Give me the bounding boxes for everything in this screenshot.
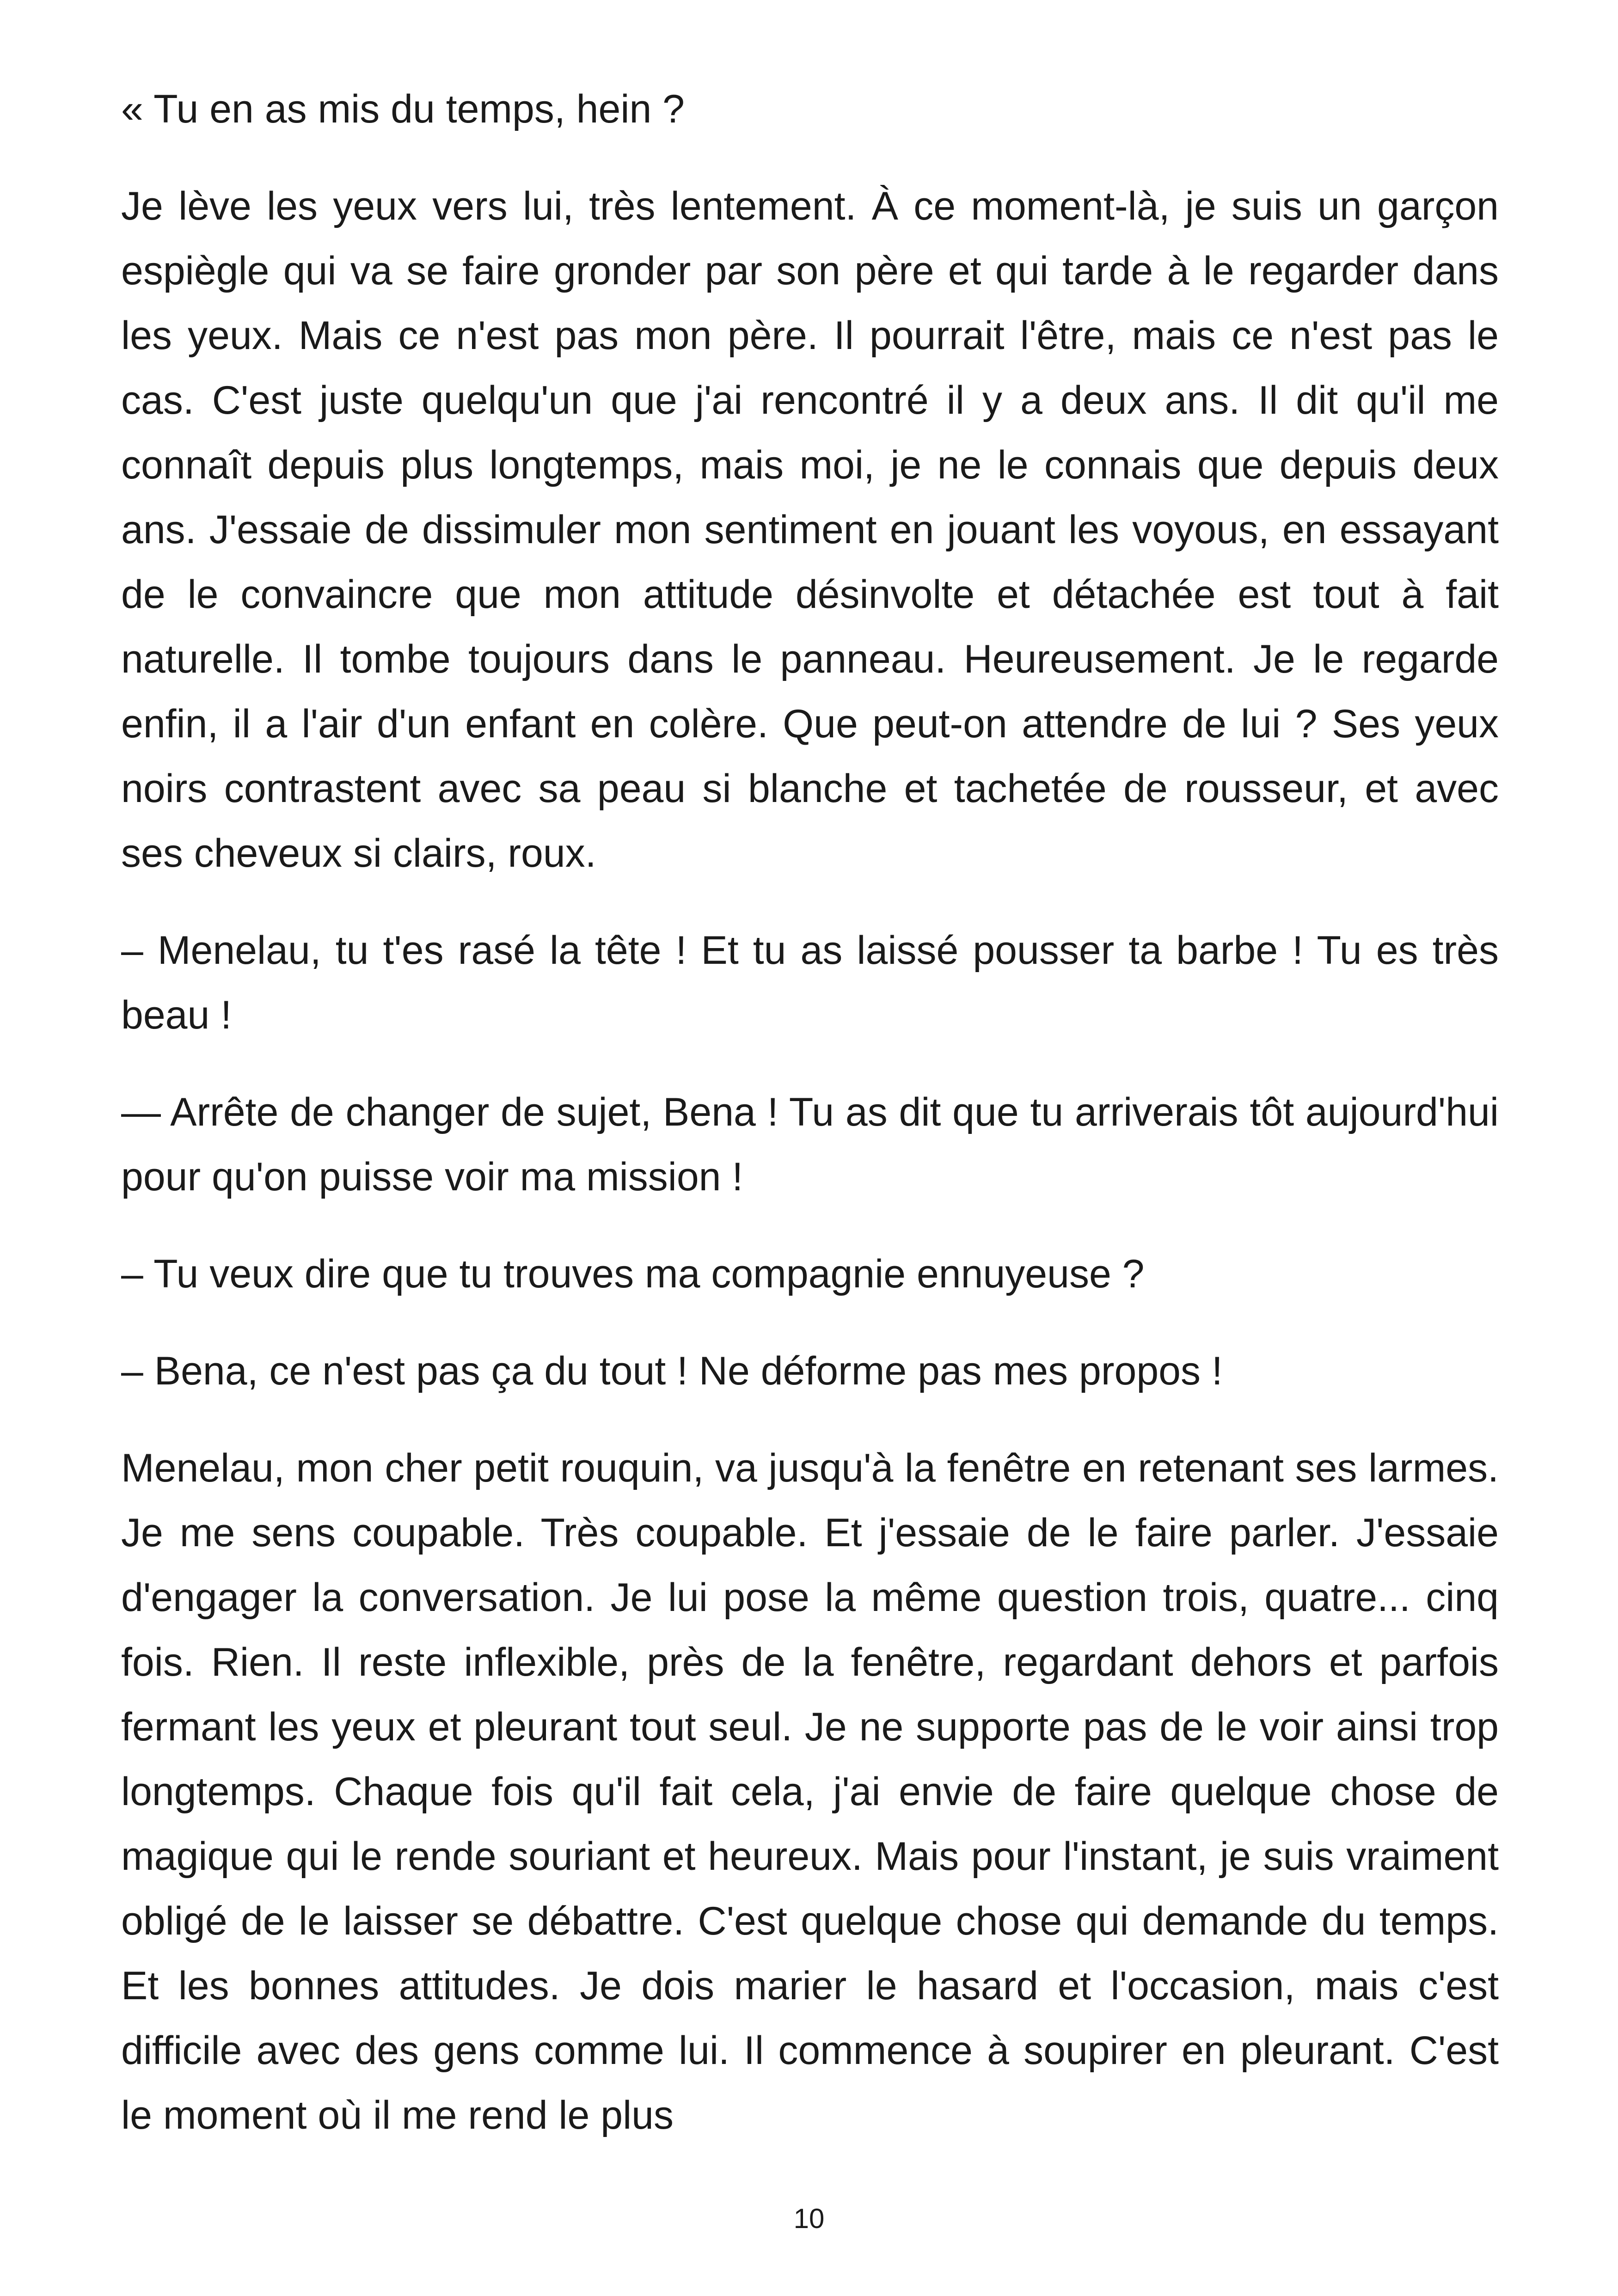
page-number: 10 <box>793 2203 825 2234</box>
paragraph-narration-1: Je lève les yeux vers lui, très lentement. À ce moment-là, je suis un garçon espiègle qui va se faire gronder par son père et qui tarde à le regarder dans les yeux. Mais ce n'est pas mon père. Il pourrait l'être, mais ce n'est pas le cas. C'est juste quelqu'un que j'ai rencontré il y a deux ans. Il dit qu'il me connaît depuis plus longtemps, mais moi, je ne le connais que depuis deux ans. J'essaie de dissimuler mon sentiment en jouant les voyous, en essayant de le convaincre que mon attitude désinvolte et détachée est tout à fait naturelle. Il tombe toujours dans le panneau. Heureusement. Je le regarde enfin, il a l'air d'un enfant en colère. Que peut-on attendre de lui ? Ses yeux noirs contrastent avec sa peau si blanche et tachetée de rousseur, et avec ses cheveux si clairs, roux. <box>121 184 1499 876</box>
paragraph-narration-2: Menelau, mon cher petit rouquin, va jusqu'à la fenêtre en retenant ses larmes. Je me sens coupable. Très coupable. Et j'essaie de le faire parler. J'essaie d'engager la conversation. Je lui pose la même question trois, quatre... cinq fois. Rien. Il reste inflexible, près de la fenêtre, regardant dehors et parfois fermant les yeux et pleurant tout seul. Je ne supporte pas de le voir ainsi trop longtemps. Chaque fois qu'il fait cela, j'ai envie de faire quelque chose de magique qui le rende souriant et heureux. Mais pour l'instant, je suis vraiment obligé de le laisser se débattre. C'est quelque chose qui demande du temps. Et les bonnes attitudes. Je dois marier le hasard et l'occasion, mais c'est difficile avec des gens comme lui. Il commence à soupirer en pleurant. C'est le moment où il me rend le plus <box>121 1446 1499 2137</box>
paragraph-dialogue-3: – Tu veux dire que tu trouves ma compagnie ennuyeuse ? <box>121 1252 1145 1296</box>
paragraph-dialogue-1: – Menelau, tu t'es rasé la tête ! Et tu as laissé pousser ta barbe ! Tu es très beau ! <box>121 928 1499 1037</box>
paragraph-dialogue-4: – Bena, ce n'est pas ça du tout ! Ne déforme pas mes propos ! <box>121 1349 1223 1393</box>
paragraph-dialogue-2: — Arrête de changer de sujet, Bena ! Tu as dit que tu arriverais tôt aujourd'hui pour qu'on puisse voir ma mission ! <box>121 1090 1499 1199</box>
paragraph-opening-line: « Tu en as mis du temps, hein ? <box>121 87 685 131</box>
body-text <box>121 77 1499 2180</box>
